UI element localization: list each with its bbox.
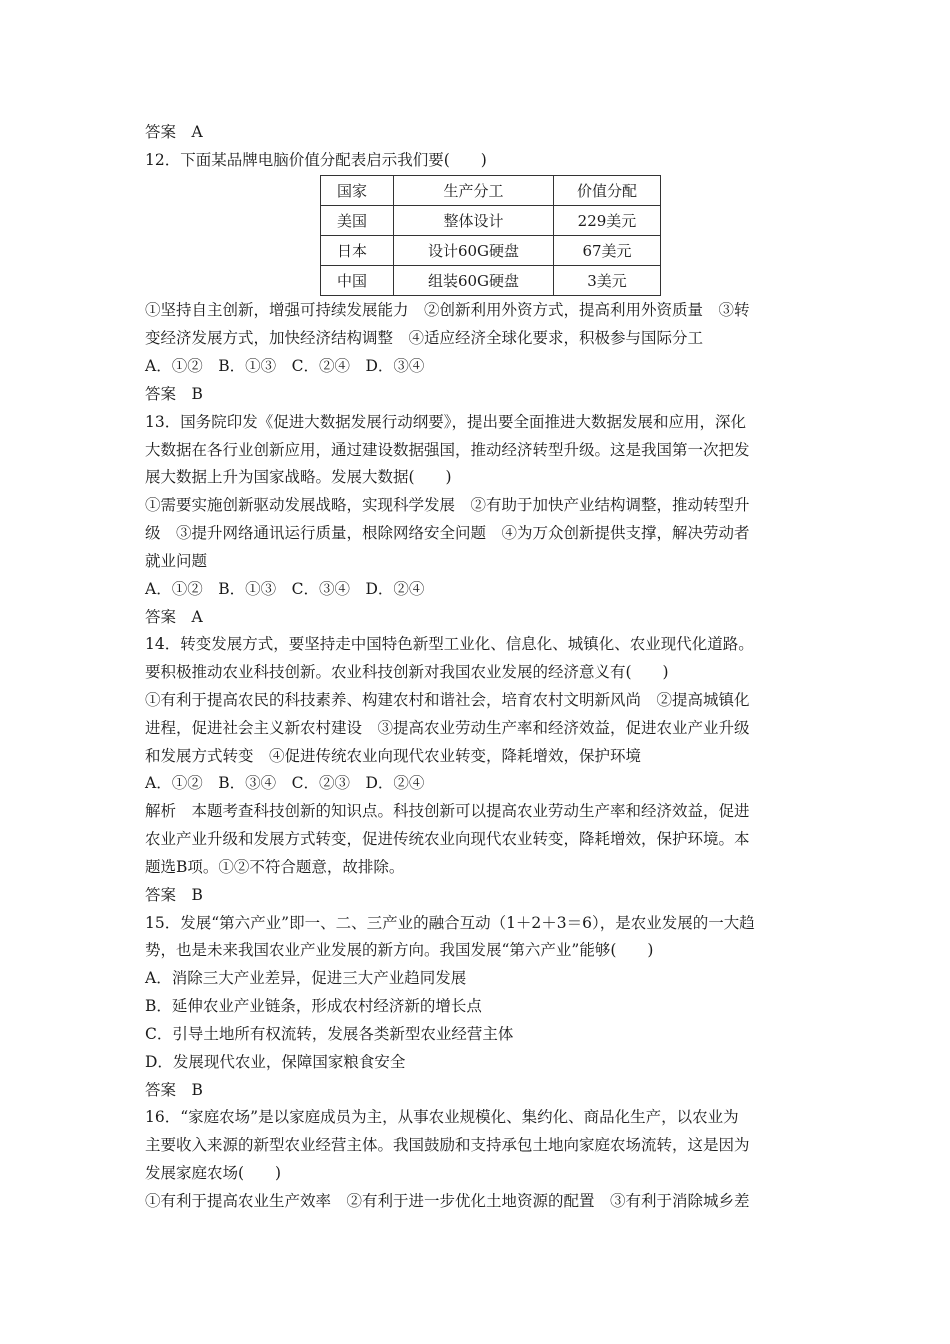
table-cell: 67美元 (554, 236, 661, 266)
value-distribution-table (320, 175, 661, 296)
answer-line: 答案 B (145, 886, 203, 904)
text-line: 势，也是未来我国农业产业发展的新方向。我国发展“第六产业”能够( ) (145, 941, 654, 959)
text-line: ①有利于提高农民的科技素养、构建农村和谐社会，培育农村文明新风尚 ②提高城镇化 (145, 691, 750, 709)
text-line: 级 ③提升网络通讯运行质量，根除网络安全问题 ④为万众创新提供支撑，解决劳动者 (145, 524, 750, 542)
text-line: ①坚持自主创新，增强可持续发展能力 ②创新利用外资方式，提高利用外资质量 ③转 (145, 301, 750, 319)
question-16-stem: 16．“家庭农场”是以家庭成员为主，从事农业规模化、集约化、商品化生产，以农业为 (145, 1108, 739, 1126)
table-cell: 设计60G硬盘 (394, 236, 554, 266)
table-cell: 组装60G硬盘 (394, 266, 554, 296)
text-line: 和发展方式转变 ④促进传统农业向现代农业转变，降耗增效，保护环境 (145, 747, 642, 765)
table-cell: 美国 (321, 206, 394, 236)
analysis-line: 解析 本题考查科技创新的知识点。科技创新可以提高农业劳动生产率和经济效益，促进 (145, 802, 750, 820)
choices-line: A．①② B．③④ C．②③ D．②④ (145, 774, 425, 792)
answer-line: 答案 B (145, 385, 203, 403)
text-line: ①需要实施创新驱动发展战略，实现科学发展 ②有助于加快产业结构调整，推动转型升 (145, 496, 750, 514)
text-line: 发展家庭农场( ) (145, 1164, 282, 1182)
table-header-cell: 生产分工 (394, 176, 554, 206)
text-line: 主要收入来源的新型农业经营主体。我国鼓励和支持承包土地向家庭农场流转，这是因为 (145, 1136, 750, 1154)
text-line: 进程，促进社会主义新农村建设 ③提高农业劳动生产率和经济效益，促进农业产业升级 (145, 719, 750, 737)
choices-line: A．①② B．①③ C．②④ D．③④ (145, 357, 425, 375)
table-cell: 中国 (321, 266, 394, 296)
choice-d: D．发展现代农业，保障国家粮食安全 (145, 1053, 406, 1071)
table-header-cell: 国家 (321, 176, 394, 206)
answer-11: 答案 A (145, 123, 203, 141)
choice-c: C．引导土地所有权流转，发展各类新型农业经营主体 (145, 1025, 514, 1043)
choices-line: A．①② B．①③ C．③④ D．②④ (145, 580, 425, 598)
table-cell: 229美元 (554, 206, 661, 236)
question-13-stem: 13．国务院印发《促进大数据发展行动纲要》，提出要全面推进大数据发展和应用，深化 (145, 413, 746, 431)
answer-line: 答案 B (145, 1081, 203, 1099)
table-row (321, 236, 661, 266)
table-cell: 日本 (321, 236, 394, 266)
question-15-stem: 15．发展“第六产业”即一、二、三产业的融合互动（1＋2＋3＝6），是农业发展的一大趋 (145, 914, 755, 932)
text-line: 题选B项。①②不符合题意，故排除。 (145, 858, 405, 876)
text-line: ①有利于提高农业生产效率 ②有利于进一步优化土地资源的配置 ③有利于消除城乡差 (145, 1192, 750, 1210)
table-header-row (321, 176, 661, 206)
text-line: 农业产业升级和发展方式转变，促进传统农业向现代农业转变，降耗增效，保护环境。本 (145, 830, 750, 848)
table-cell: 整体设计 (394, 206, 554, 236)
text-line: 变经济发展方式，加快经济结构调整 ④适应经济全球化要求，积极参与国际分工 (145, 329, 704, 347)
table-row (321, 206, 661, 236)
choice-b: B．延伸农业产业链条，形成农村经济新的增长点 (145, 997, 482, 1015)
table-cell: 3美元 (554, 266, 661, 296)
answer-line: 答案 A (145, 608, 203, 626)
text-line: 大数据在各行业创新应用，通过建设数据强国，推动经济转型升级。这是我国第一次把发 (145, 441, 750, 459)
choice-a: A．消除三大产业差异，促进三大产业趋同发展 (145, 969, 467, 987)
question-14-stem: 14．转变发展方式，要坚持走中国特色新型工业化、信息化、城镇化、农业现代化道路。 (145, 635, 754, 653)
text-line: 展大数据上升为国家战略。发展大数据( ) (145, 468, 452, 486)
table-row (321, 266, 661, 296)
table-header-cell: 价值分配 (554, 176, 661, 206)
text-line: 就业问题 (145, 552, 208, 570)
question-12-stem: 12．下面某品牌电脑价值分配表启示我们要( ) (145, 151, 487, 169)
text-line: 要积极推动农业科技创新。农业科技创新对我国农业发展的经济意义有( ) (145, 663, 669, 681)
